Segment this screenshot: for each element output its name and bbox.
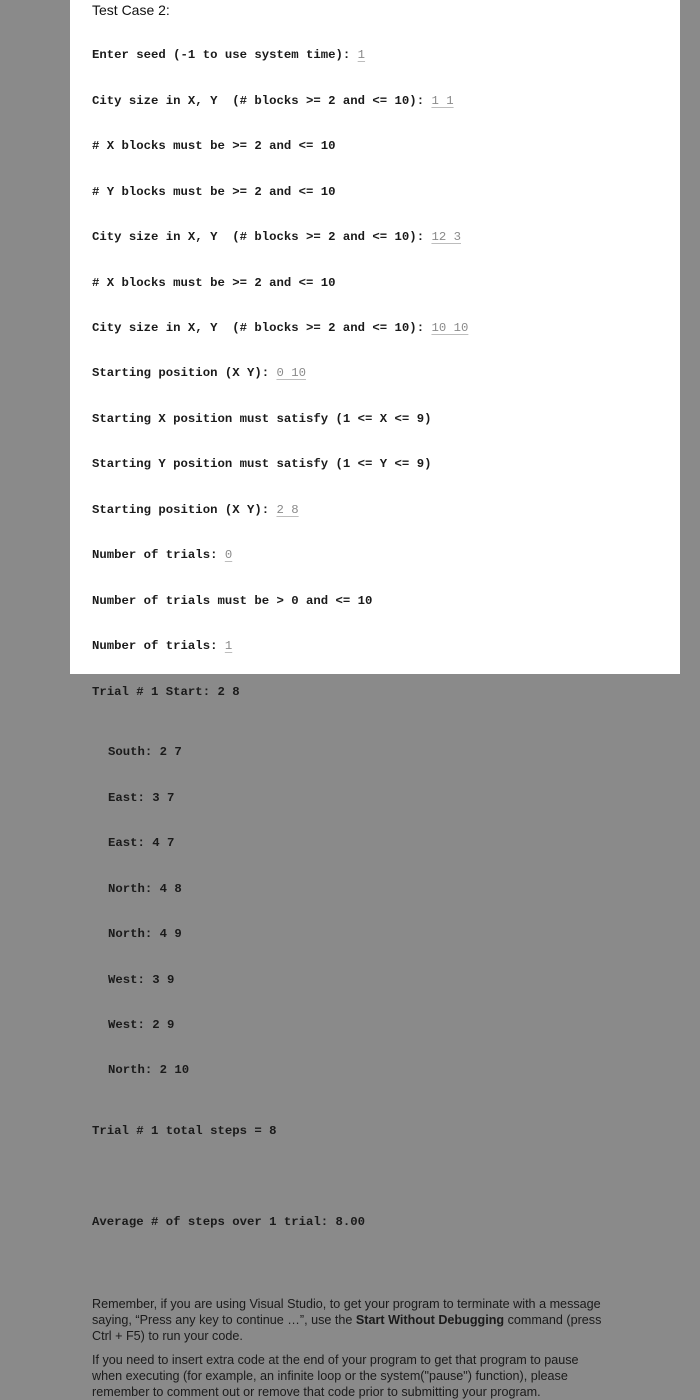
step-line: East: 3 7 xyxy=(108,790,175,805)
console-line: City size in X, Y (# blocks >= 2 and <= 10): 10 10 xyxy=(92,321,469,336)
user-input: 1 xyxy=(224,639,233,654)
console-line: # X blocks must be >= 2 and <= 10 xyxy=(92,139,336,154)
user-input: 0 10 xyxy=(276,366,307,381)
console-line: Starting Y position must satisfy (1 <= Y <= 9) xyxy=(92,457,432,472)
start-without-debugging-text: Start Without Debugging xyxy=(355,1313,505,1328)
console-line: Trial # 1 Start: 2 8 xyxy=(92,684,240,699)
console-line: Number of trials: 1 xyxy=(92,639,233,654)
console-line: City size in X, Y (# blocks >= 2 and <= 10): 1 1 xyxy=(92,93,454,108)
test-case-heading: Test Case 2: xyxy=(92,2,170,18)
step-line: South: 2 7 xyxy=(108,745,182,760)
step-line: North: 2 10 xyxy=(108,1063,190,1078)
step-line: West: 2 9 xyxy=(108,1017,175,1032)
blank-line xyxy=(92,1170,672,1185)
extra-code-note: If you need to insert extra code at the end of your program to get that program to pause when executing (for example, an infinite loop or the system("pause") function), please remember to comment out or remove that code prior to submitting your program. xyxy=(92,1353,579,1400)
console-line: Enter seed (-1 to use system time): 1 xyxy=(92,48,366,63)
console-line: Starting position (X Y): 2 8 xyxy=(92,502,299,517)
console-line: # Y blocks must be >= 2 and <= 10 xyxy=(92,184,336,199)
user-input: 10 10 xyxy=(431,321,469,336)
user-input: 1 xyxy=(357,48,366,63)
total-steps-line: Trial # 1 total steps = 8 xyxy=(92,1124,277,1139)
document-content xyxy=(92,2,672,1400)
step-line: East: 4 7 xyxy=(108,836,175,851)
console-line: # X blocks must be >= 2 and <= 10 xyxy=(92,275,336,290)
console-line: Starting position (X Y): 0 10 xyxy=(92,366,307,381)
step-line: North: 4 8 xyxy=(108,881,182,896)
user-input: 2 8 xyxy=(276,502,299,517)
average-steps-line: Average # of steps over 1 trial: 8.00 xyxy=(92,1214,366,1229)
console-output xyxy=(92,18,672,1260)
console-line: City size in X, Y (# blocks >= 2 and <= 10): 12 3 xyxy=(92,230,461,245)
console-line: Starting X position must satisfy (1 <= X <= 9) xyxy=(92,411,432,426)
step-line: North: 4 9 xyxy=(108,927,182,942)
visual-studio-note: Remember, if you are using Visual Studio, to get your program to terminate with a message saying, “Press any key to continue …”, use the Start Without Debugging command (press Ctrl + F5) to run your code. xyxy=(92,1297,602,1344)
step-line: West: 3 9 xyxy=(108,972,175,987)
console-line: Number of trials must be > 0 and <= 10 xyxy=(92,593,373,608)
user-input: 12 3 xyxy=(431,230,461,245)
user-input: 0 xyxy=(224,548,233,563)
user-input: 1 1 xyxy=(431,93,454,108)
console-line: Number of trials: 0 xyxy=(92,548,233,563)
document-page xyxy=(70,0,680,1400)
